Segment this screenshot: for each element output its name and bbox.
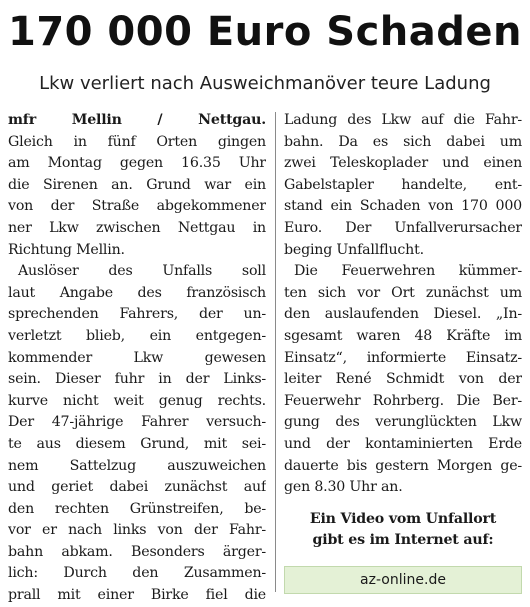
article-line: ner Lkw zwischen Nettgau in xyxy=(8,219,266,236)
article-line: Einsatz“, informierte Einsatz- xyxy=(284,349,522,366)
article-line: gung des verunglückten Lkw xyxy=(284,414,522,431)
article-line: leiter René Schmidt von der xyxy=(284,371,522,388)
video-note-line: Ein Video vom Unfallort xyxy=(309,510,497,527)
article-line: Euro. Der Unfallverursacher xyxy=(284,219,522,236)
article-line: bahn. Da es sich dabei um xyxy=(284,133,522,150)
article-line: gen 8.30 Uhr an. xyxy=(284,479,403,496)
article-line: sein. Dieser fuhr in der Links- xyxy=(8,371,266,388)
article-line: am Montag gegen 16.35 Uhr xyxy=(8,155,266,172)
article-line: Auslöser des Unfalls soll xyxy=(18,263,266,280)
article-line: Richtung Mellin. xyxy=(8,241,125,258)
headline: 170 000 Euro Schaden xyxy=(7,9,522,55)
article-line: die Sirenen an. Grund war ein xyxy=(8,176,266,193)
article-line: te aus diesem Grund, mit sei- xyxy=(8,435,266,452)
column-divider xyxy=(275,112,276,592)
article-line: ten sich vor Ort zunächst um xyxy=(284,284,522,301)
article-line: sgesamt waren 48 Kräfte im xyxy=(284,327,522,344)
article-line: bahn abkam. Besonders ärger- xyxy=(8,543,266,560)
article-line: vor er nach links von der Fahr- xyxy=(8,522,266,539)
article-line: Ladung des Lkw auf die Fahr- xyxy=(284,112,522,128)
spacer xyxy=(284,499,522,509)
article-line: Der 47-jährige Fahrer versuch- xyxy=(8,414,266,431)
article-line: lich: Durch den Zusammen- xyxy=(8,565,266,582)
article-line: und geriet dabei zunächst auf xyxy=(8,479,266,496)
article-line: Gleich in fünf Orten gingen xyxy=(8,133,266,150)
article-line: und der kontaminierten Erde xyxy=(284,435,522,452)
dateline: mfr Mellin / Nettgau. xyxy=(8,112,266,128)
dateline-line xyxy=(8,110,266,132)
article-line: nem Sattelzug auszuweichen xyxy=(8,457,266,474)
article-line: den rechten Grünstreifen, be- xyxy=(8,500,266,517)
article-line: Gabelstapler handelte, ent- xyxy=(284,176,522,193)
article-column-right xyxy=(284,110,522,552)
website-link[interactable]: az-online.de xyxy=(284,566,522,594)
article-line: Die Feuerwehren kümmer- xyxy=(294,263,522,280)
article-line: laut Angabe des französisch xyxy=(8,284,266,301)
article-line: sprechenden Fahrers, der un- xyxy=(8,306,266,323)
article-line: kurve nicht weit genug rechts. xyxy=(8,392,266,409)
article-line: kommender Lkw gewesen xyxy=(8,349,266,366)
article-line: zwei Teleskoplader und einen xyxy=(284,155,522,172)
article-line: dauerte bis gestern Morgen ge- xyxy=(284,457,522,474)
article-line: den auslaufenden Diesel. „In- xyxy=(284,306,522,323)
article-line: Feuerwehr Rohrberg. Die Ber- xyxy=(284,392,522,409)
subheadline: Lkw verliert nach Ausweichmanöver teure Ladung xyxy=(39,73,491,94)
article-column-left xyxy=(8,110,266,607)
article-line: beging Unfallflucht. xyxy=(284,241,424,258)
article-line: von der Straße abgekommener xyxy=(8,198,266,215)
article-line: prall mit einer Birke fiel die xyxy=(8,587,266,604)
article-line: stand ein Schaden von 170 000 xyxy=(284,198,522,215)
video-note-line: gibt es im Internet auf: xyxy=(312,532,494,549)
article-line: verletzt blieb, ein entgegen- xyxy=(8,327,266,344)
